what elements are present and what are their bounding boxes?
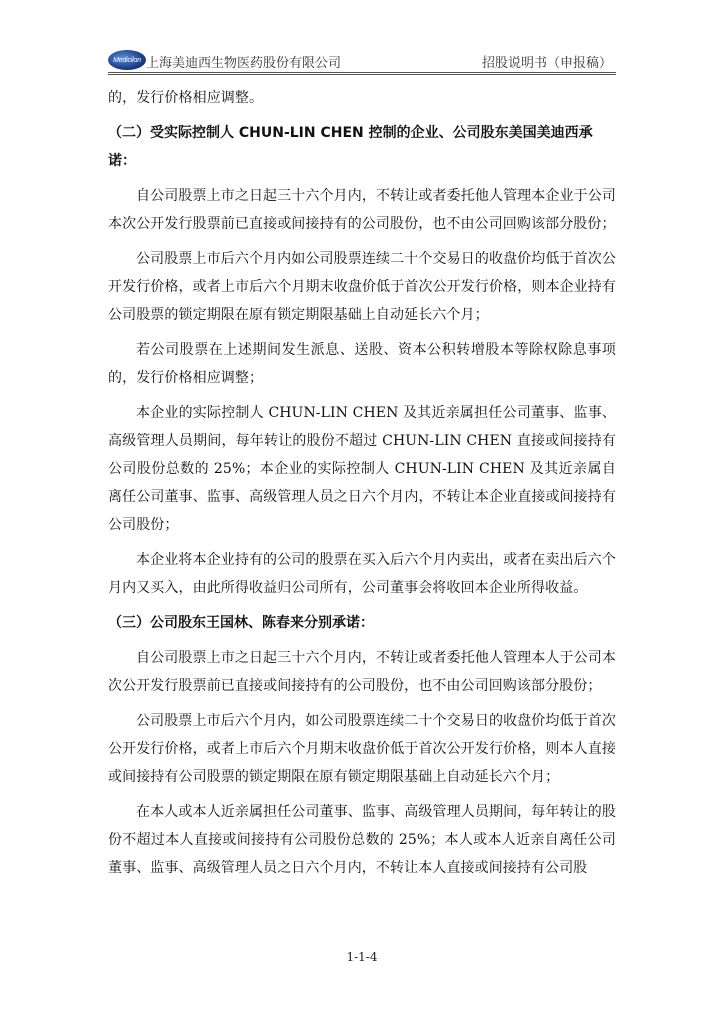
- section-heading-2: （二）受实际控制人 CHUN-LIN CHEN 控制的企业、公司股东美国美迪西承诺：: [108, 125, 593, 169]
- section-heading-3: （三）公司股东王国林、陈春来分别承诺：: [108, 615, 374, 631]
- document-type: 招股说明书（申报稿）: [481, 56, 612, 71]
- paragraph: 自公司股票上市之日起三十六个月内，不转让或者委托他人管理本人于公司本次公开发行股票前已直接或间接持有的公司股份，也不由公司回购该部分股份；: [108, 650, 616, 694]
- logo-text: Medicilon: [113, 56, 141, 64]
- paragraph: 本企业的实际控制人 CHUN-LIN CHEN 及其近亲属担任公司董事、监事、高级管理人员期间，每年转让的股份不超过 CHUN-LIN CHEN 直接或间接持有公司股份总数的 25%；本企业的实际控制人 CHUN-LIN CHEN 及其近亲属自离任公司董事、监事、高级管理人员之日六个月内，不转让本企业直接或间接持有公司股份；: [108, 405, 616, 533]
- paragraph: 公司股票上市后六个月内如公司股票连续二十个交易日的收盘价均低于首次公开发行价格，或者上市后六个月期末收盘价低于首次公开发行价格，则本企业持有公司股票的锁定期限在原有锁定期限基础上自动延长六个月；: [108, 251, 616, 323]
- header-divider: [108, 72, 616, 75]
- paragraph: 若公司股票在上述期间发生派息、送股、资本公积转增股本等除权除息事项的，发行价格相应调整；: [108, 342, 616, 386]
- page-number: 1-1-4: [346, 950, 378, 964]
- paragraph: 公司股票上市后六个月内，如公司股票连续二十个交易日的收盘价均低于首次公开发行价格，或者上市后六个月期末收盘价低于首次公开发行价格，则本人直接或间接持有公司股票的锁定期限在原有锁定期限基础上自动延长六个月；: [108, 713, 616, 785]
- paragraph-continuation: 的，发行价格相应调整。: [108, 90, 264, 106]
- paragraph: 在本人或本人近亲属担任公司董事、监事、高级管理人员期间，每年转让的股份不超过本人直接或间接持有公司股份总数的 25%；本人或本人近亲自离任公司董事、监事、高级管理人员之日六个月内，不转让本人直接或间接持有公司股: [108, 804, 616, 876]
- company-logo: [108, 50, 146, 70]
- company-name: 上海美迪西生物医药股份有限公司: [146, 56, 342, 71]
- paragraph: 自公司股票上市之日起三十六个月内，不转让或者委托他人管理本企业于公司本次公开发行股票前已直接或间接持有的公司股份，也不由公司回购该部分股份；: [108, 188, 616, 232]
- paragraph: 本企业将本企业持有的公司的股票在买入后六个月内卖出，或者在卖出后六个月内又买入，由此所得收益归公司所有，公司董事会将收回本企业所得收益。: [108, 552, 616, 596]
- document-body: [108, 84, 616, 882]
- page-header: [108, 48, 616, 74]
